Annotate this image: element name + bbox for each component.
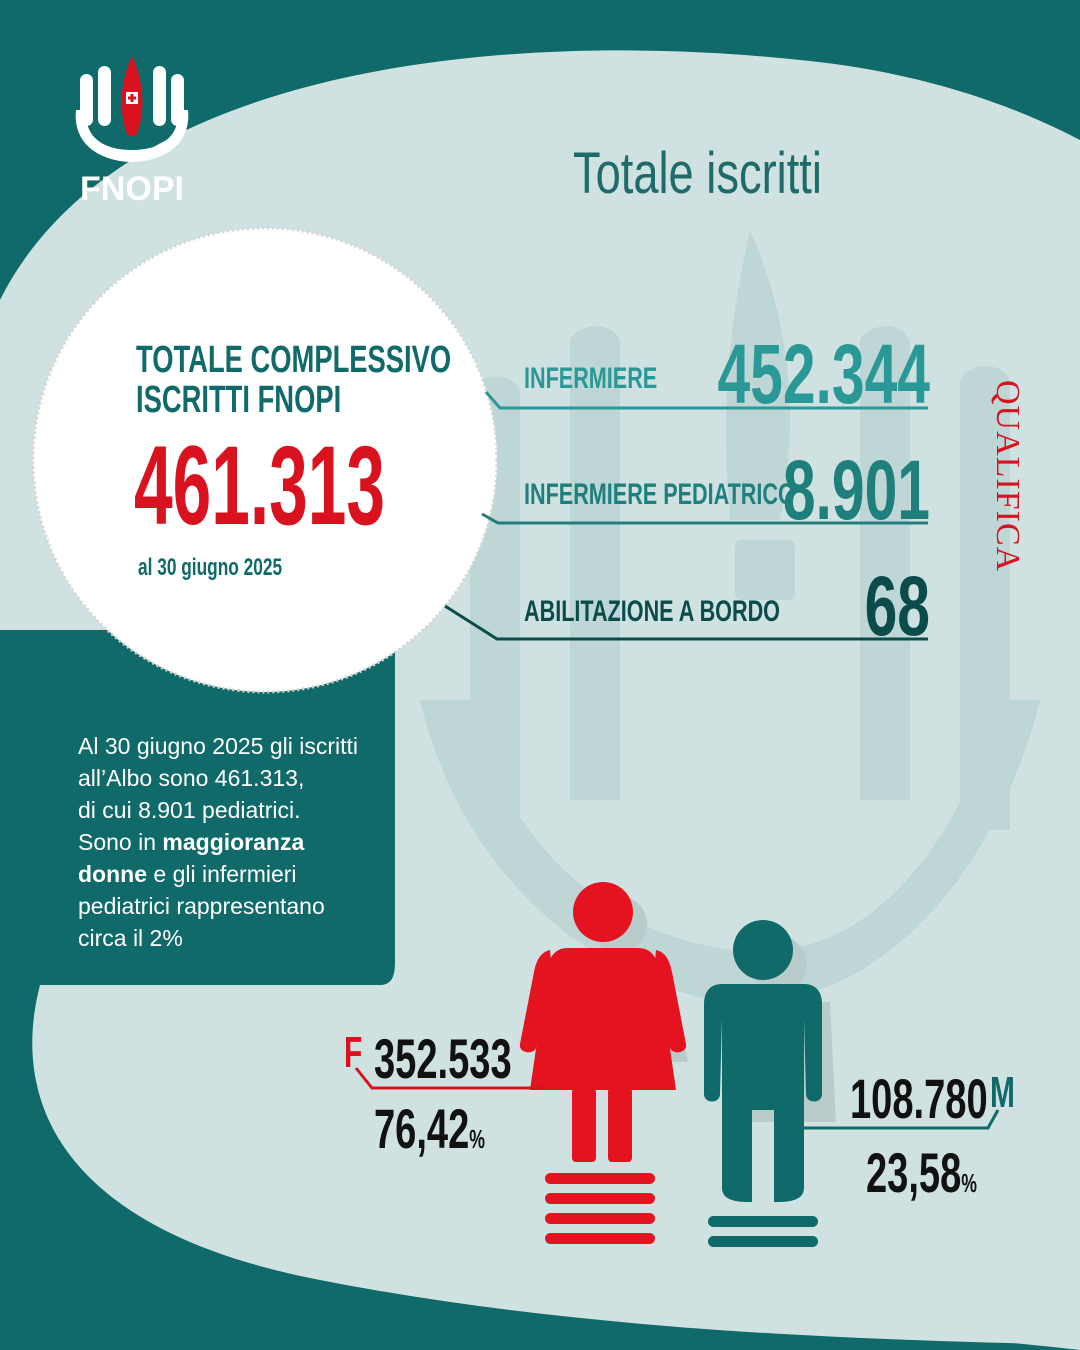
qualifica-label-bordo: ABILITAZIONE A BORDO (524, 595, 780, 628)
qualifica-value-pediatrico: 8.901 (782, 443, 930, 537)
total-heading-line1: TOTALE COMPLESSIVO (136, 339, 452, 381)
female-count: 352.533 (374, 1027, 512, 1090)
male-letter: M (990, 1068, 1015, 1117)
female-percent-value: 76,42 (374, 1097, 470, 1160)
qualifica-value-infermiere: 452.344 (717, 327, 930, 421)
desc-bold: donne (78, 861, 147, 887)
qualifica-label-infermiere: INFERMIERE (524, 362, 658, 395)
male-percent-value: 23,58 (866, 1141, 962, 1204)
female-figure-icon (520, 882, 686, 1162)
female-base-stripes (545, 1173, 655, 1244)
desc-bold: maggioranza (162, 829, 305, 855)
desc-line: di cui 8.901 pediatrici. (78, 797, 301, 823)
desc-line: pediatrici rappresentano (78, 893, 325, 919)
female-percent-sign: % (469, 1124, 486, 1154)
total-heading-line2: ISCRITTI FNOPI (136, 379, 342, 421)
male-percent (866, 1140, 977, 1205)
desc-line: Al 30 giugno 2025 gli iscritti (78, 733, 358, 759)
desc-line: all’Albo sono 461.313, (78, 765, 305, 791)
logo-text: FNOPI (80, 170, 184, 208)
desc-text: e gli infermieri (147, 861, 297, 887)
male-count: 108.780 (850, 1067, 988, 1130)
qualifica-side-text: QUALIFICA (989, 380, 1026, 573)
qualifica-label-pediatrico: INFERMIERE PEDIATRICO (524, 478, 795, 511)
total-value: 461.313 (134, 423, 386, 548)
female-percent (374, 1096, 485, 1161)
male-base-stripes (708, 1216, 818, 1247)
qualifica-value-bordo: 68 (864, 559, 930, 653)
male-percent-sign: % (961, 1168, 978, 1198)
desc-line: circa il 2% (78, 925, 183, 951)
page-title: Totale iscritti (573, 141, 822, 206)
total-date: al 30 giugno 2025 (138, 554, 283, 581)
desc-text: Sono in (78, 829, 163, 855)
female-letter: F (344, 1028, 363, 1077)
